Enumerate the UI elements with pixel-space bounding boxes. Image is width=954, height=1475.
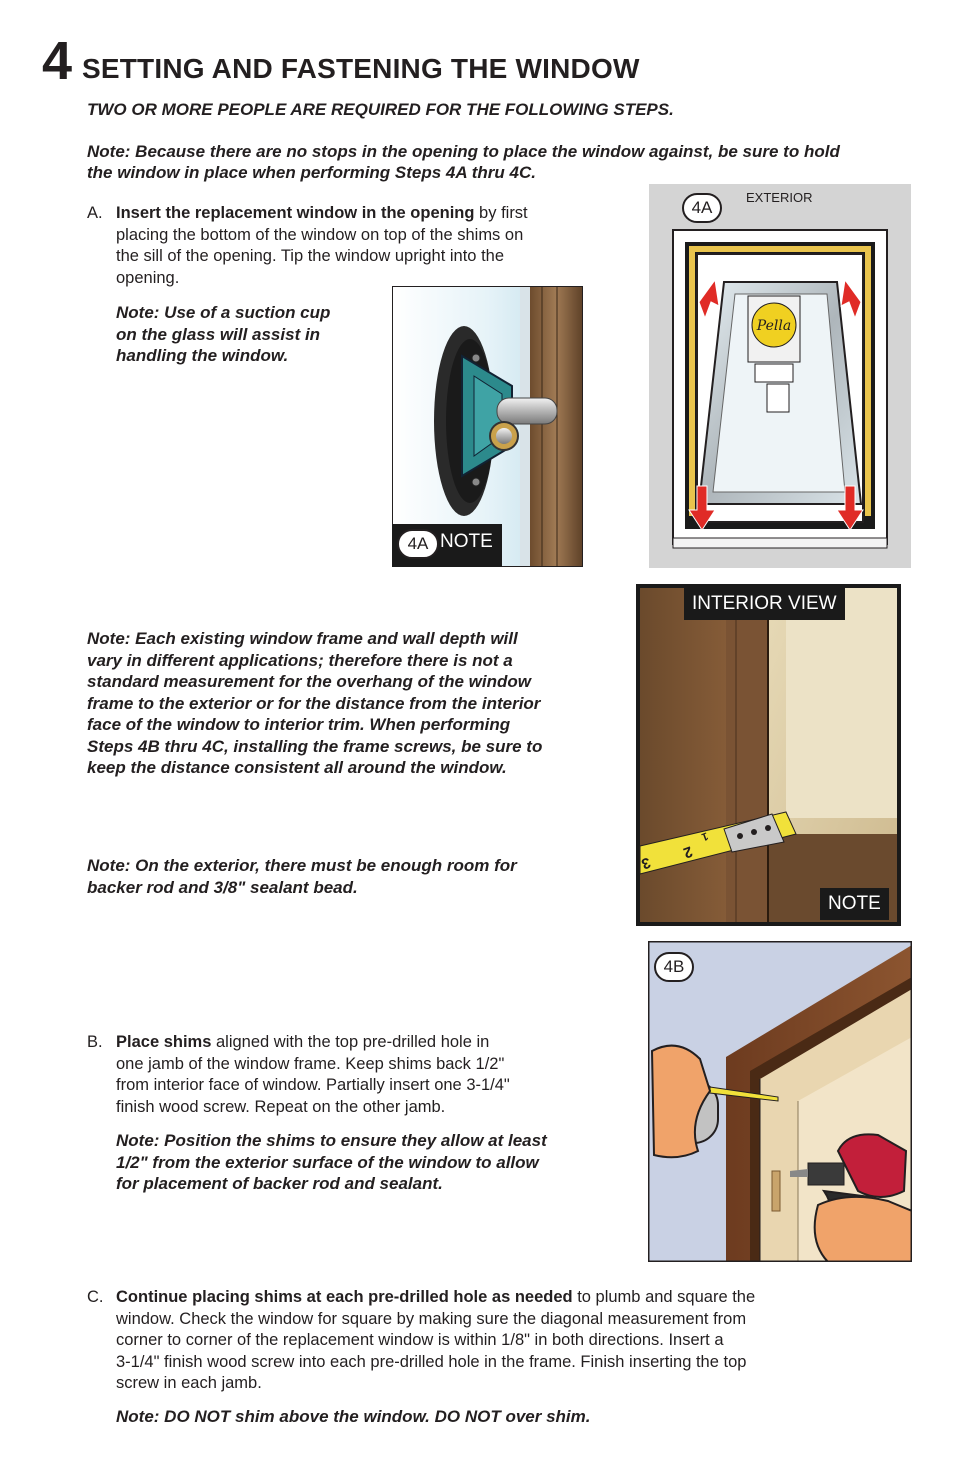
step-b-line3: from interior face of window. Partially insert one 3-1/4" — [116, 1076, 510, 1094]
shim-note-line2: 1/2" from the exterior surface of the window to allow — [116, 1152, 539, 1172]
step-c — [87, 1287, 897, 1397]
figure-interior-view — [636, 584, 901, 926]
shim-note — [116, 1130, 547, 1195]
figure-4b-tag: 4B — [654, 952, 694, 982]
tape-number-3: 3 — [639, 853, 653, 873]
stops-note-line1: Note: Because there are no stops in the opening to place the window against, be sure to hold — [87, 142, 840, 161]
step-b-bold: Place shims — [116, 1033, 212, 1051]
step-a-bold: Insert the replacement window in the opening — [116, 204, 475, 222]
depth-note-line: keep the distance consistent all around the window. — [87, 758, 507, 777]
tape-measure-illustration — [636, 584, 901, 926]
shim-note-line1: Note: Position the shims to ensure they allow at least — [116, 1131, 547, 1150]
figure-4a-note-label: NOTE — [440, 531, 493, 552]
do-not-shim-note: Note: DO NOT shim above the window. DO NOT over shim. — [116, 1407, 591, 1426]
step-c-bold: Continue placing shims at each pre-drilled hole as needed — [116, 1288, 573, 1306]
step-a-line1: by first — [474, 204, 528, 222]
suction-note-line3: handling the window. — [116, 346, 289, 365]
tape-number-2: 2 — [681, 842, 695, 862]
step-b-line2: one jamb of the window frame. Keep shims back 1/2" — [116, 1054, 505, 1073]
figure-4a-label: EXTERIOR — [746, 190, 813, 205]
figure-4a-note — [392, 286, 583, 567]
exterior-note-line1: Note: On the exterior, there must be enough room for — [87, 856, 517, 875]
step-b-line1: aligned with the top pre-drilled hole in — [211, 1033, 490, 1051]
step-a-line4: opening. — [116, 268, 180, 287]
interior-view-note: NOTE — [820, 888, 889, 920]
step-b-line4: finish wood screw. Repeat on the other jamb. — [116, 1097, 446, 1116]
depth-note-line: frame to the exterior or for the distance from the interior — [87, 693, 541, 713]
figure-4b — [648, 941, 912, 1262]
step-a-line3: the sill of the opening. Tip the window upright into the — [116, 247, 504, 265]
step-b — [87, 1032, 607, 1122]
depth-note-line: face of the window to interior trim. When performing — [87, 715, 511, 734]
exterior-note-line2: backer rod and 3/8" sealant bead. — [87, 877, 358, 897]
step-b-letter: B. — [87, 1033, 103, 1051]
depth-note — [87, 628, 542, 779]
suction-note-line2: on the glass will assist in — [116, 324, 321, 344]
depth-note-line: Steps 4B thru 4C, installing the frame screws, be sure to — [87, 736, 543, 756]
step-a-letter: A. — [87, 204, 103, 222]
figure-4a — [649, 184, 911, 568]
step-c-line4: 3-1/4" finish wood screw into each pre-drilled hole in the frame. Finish inserting the top — [116, 1352, 747, 1371]
depth-note-line: vary in different applications; therefore there is not a — [87, 650, 513, 670]
step-c-line5: screw in each jamb. — [116, 1374, 262, 1392]
suction-note — [116, 302, 330, 367]
stops-note-line2: the window in place when performing Steps 4A thru 4C. — [87, 163, 536, 182]
depth-note-line: standard measurement for the overhang of the window — [87, 672, 531, 691]
pella-logo: Pella — [756, 318, 792, 334]
drill-and-shim-illustration — [648, 941, 912, 1262]
depth-note-line: Note: Each existing window frame and wall depth will — [87, 629, 518, 648]
exterior-note — [87, 855, 517, 898]
page-title: SETTING AND FASTENING THE WINDOW — [82, 53, 640, 84]
step-c-line2: window. Check the window for square by making sure the diagonal measurement from — [116, 1309, 747, 1328]
figure-4a-tag: 4A — [682, 193, 722, 223]
step-number: 4 — [42, 31, 73, 91]
suction-note-line1: Note: Use of a suction cup — [116, 303, 331, 322]
tape-number-1: 1 — [699, 829, 710, 843]
requirement-note: TWO OR MORE PEOPLE ARE REQUIRED FOR THE FOLLOWING STEPS. — [87, 100, 674, 119]
step-c-line3: corner to corner of the replacement window is within 1/8" in both directions. Insert a — [116, 1331, 724, 1349]
interior-view-header: INTERIOR VIEW — [684, 588, 845, 620]
step-c-line1: to plumb and square the — [572, 1288, 756, 1306]
figure-4a-note-tag: 4A — [397, 529, 439, 559]
shim-note-line3: for placement of backer rod and sealant. — [116, 1174, 443, 1193]
step-c-letter: C. — [87, 1288, 104, 1306]
step-a-line2: placing the bottom of the window on top of the shims on — [116, 225, 524, 244]
window-exterior-illustration — [649, 184, 911, 568]
